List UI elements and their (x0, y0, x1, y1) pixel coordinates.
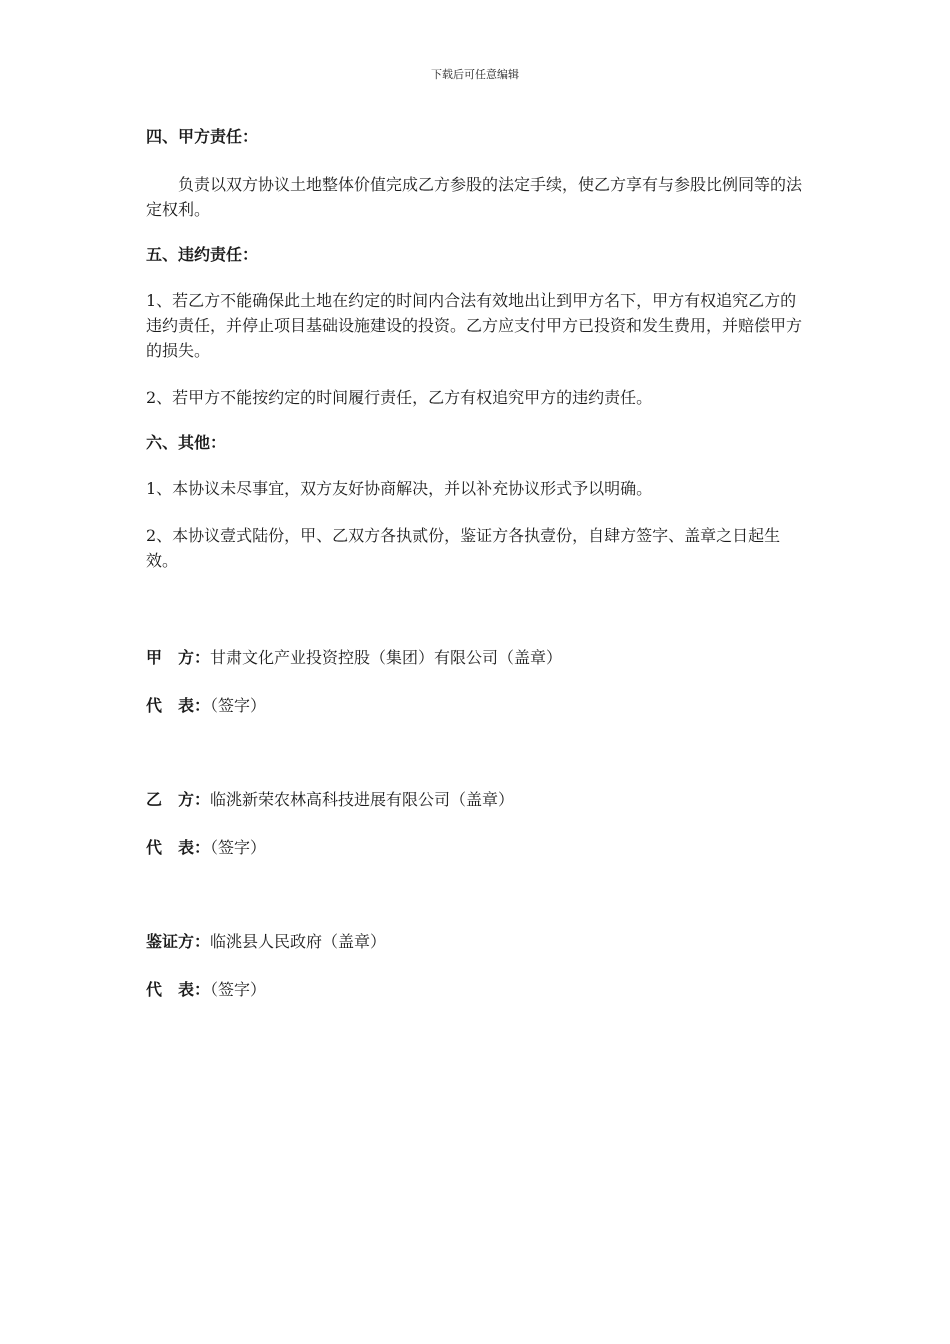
witness-rep-line (146, 977, 811, 1003)
party-b-rep-value: （签字） (210, 838, 267, 857)
section-four-body: 负责以双方协议土地整体价值完成乙方参股的法定手续，使乙方享有与参股比例同等的法定权利。 (146, 175, 803, 219)
document-body (146, 124, 811, 1003)
section-six-item-2: 2、本协议壹式陆份，甲、乙双方各执贰份，鉴证方各执壹份，自肆方签字、盖章之日起生效。 (146, 526, 781, 570)
party-a-rep-value: （签字） (210, 696, 267, 715)
section-five-heading: 五、违约责任： (146, 245, 259, 264)
party-b-label: 乙 方： (146, 790, 211, 809)
party-a-label: 甲 方： (146, 648, 211, 667)
party-b-rep-label: 代 表： (146, 838, 211, 857)
party-a-line (146, 645, 811, 671)
party-a-rep-line (146, 693, 811, 719)
party-a-rep-label: 代 表： (146, 696, 211, 715)
party-b-value: 临洮新荣农林高科技进展有限公司（盖章） (210, 790, 515, 809)
header-note: 下载后可任意编辑 (431, 68, 519, 81)
party-b-rep-line (146, 835, 811, 861)
section-five-item-2: 2、若甲方不能按约定的时间履行责任，乙方有权追究甲方的违约责任。 (146, 388, 653, 407)
section-five-item-1: 1、若乙方不能确保此土地在约定的时间内合法有效地出让到甲方名下，甲方有权追究乙方的违约责任，并停止项目基础设施建设的投资。乙方应支付甲方已投资和发生费用，并赔偿甲方的损失。 (146, 291, 803, 360)
witness-line (146, 929, 811, 955)
party-a-value: 甘肃文化产业投资控股（集团）有限公司（盖章） (210, 648, 563, 667)
witness-label: 鉴证方： (146, 932, 211, 951)
party-b-line (146, 787, 811, 813)
witness-value: 临洮县人民政府（盖章） (210, 932, 387, 951)
section-four-heading: 四、甲方责任： (146, 127, 259, 146)
section-six-item-1: 1、本协议未尽事宜，双方友好协商解决，并以补充协议形式予以明确。 (146, 479, 653, 498)
section-six-heading: 六、其他： (146, 433, 227, 452)
witness-rep-value: （签字） (210, 980, 267, 999)
witness-rep-label: 代 表： (146, 980, 211, 999)
